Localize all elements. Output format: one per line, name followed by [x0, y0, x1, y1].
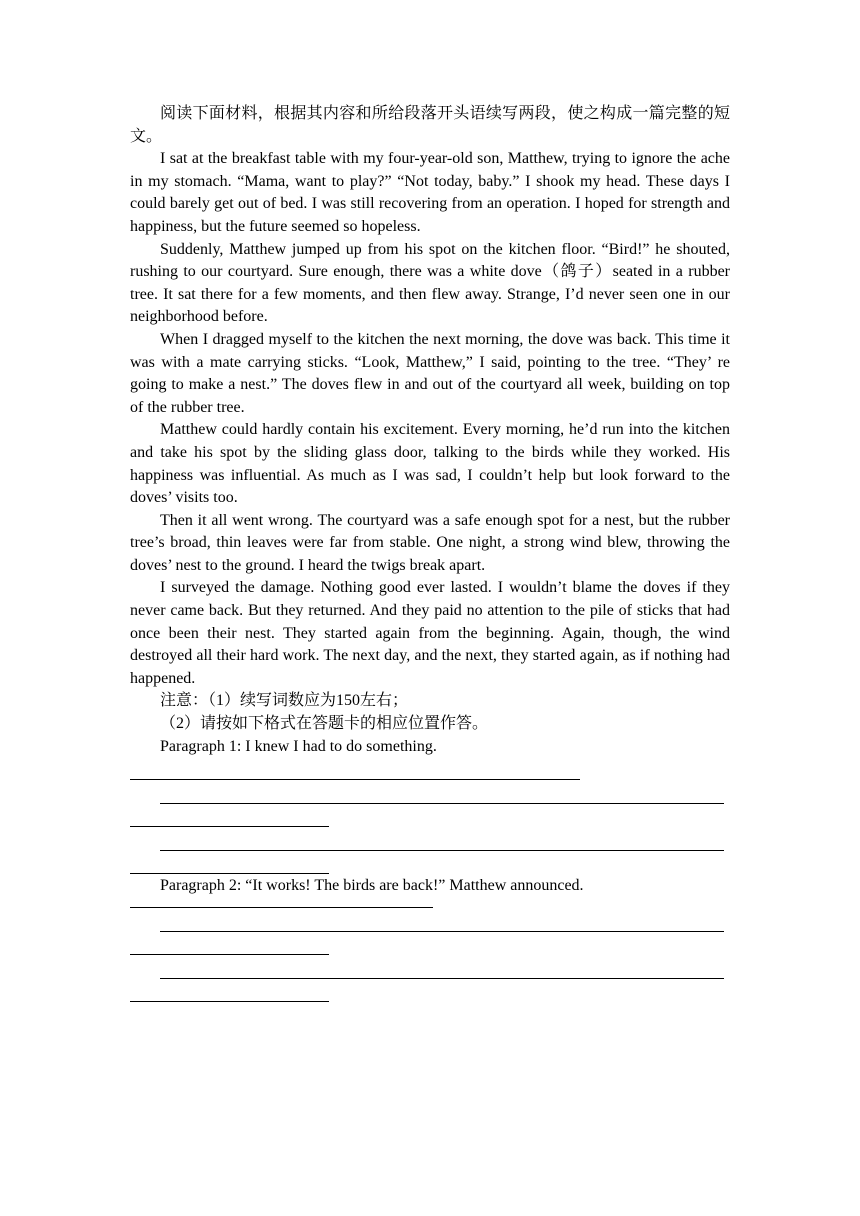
- note-word-count: 注意：（1）续写词数应为150左右；: [160, 692, 409, 710]
- answer-line[interactable]: [130, 851, 329, 874]
- story-paragraph-2: Suddenly, Matthew jumped up from his spot on the kitchen floor. “Bird!” he shouted, rushing to our courtyard. Sure enough, there was a white dove（鸽子）seated in a rubber tree. It sat there for a few moments, and then flew away. Strange, I’d never seen one in our neighborhood before.: [130, 240, 730, 326]
- story-paragraph-5: Then it all went wrong. The courtyard was a safe enough spot for a nest, but the rubber tree’s broad, thin leaves were far from stable. One night, a strong wind blew, throwing the doves’ nest to the ground. I heard the twigs break apart.: [130, 511, 730, 574]
- paragraph-2-answer-block: [130, 875, 730, 1002]
- answer-line[interactable]: [160, 957, 724, 979]
- instruction-text: 阅读下面材料，根据其内容和所给段落开头语续写两段，使之构成一篇完整的短文。: [130, 105, 730, 145]
- story-paragraph-4: Matthew could hardly contain his excitement. Every morning, he’d run into the kitchen and take his spot by the sliding glass door, talking to the birds while they worked. His happiness was influential. As much as I was sad, I couldn’t help but look forward to the doves’ visits too.: [130, 421, 730, 507]
- answer-line[interactable]: [160, 829, 724, 851]
- note-format: （2）请按如下格式在答题卡的相应位置作答。: [160, 715, 489, 733]
- story-paragraph-1: I sat at the breakfast table with my four-year-old son, Matthew, trying to ignore the ache in my stomach. “Mama, want to play?” “Not today, baby.” I shook my head. These days I could barely get out of bed. I was still recovering from an operation. I hoped for strength and happiness, but the future seemed so hopeless.: [130, 150, 730, 235]
- paragraph-2-lead: Paragraph 2: “It works! The birds are back!” Matthew announced.: [160, 877, 584, 895]
- story-paragraph-3: When I dragged myself to the kitchen the next morning, the dove was back. This time it was with a mate carrying sticks. “Look, Matthew,” I said, pointing to the tree. “They’ re going to make a nest.” The doves flew in and out of the courtyard all week, building on top of the rubber tree.: [130, 330, 730, 416]
- paragraph-1-answer-block: [130, 736, 730, 875]
- answer-line[interactable]: [130, 932, 329, 955]
- story-paragraph-6: I surveyed the damage. Nothing good ever lasted. I wouldn’t blame the doves if they never came back. But they returned. And they paid no attention to the pile of sticks that had once been their nest. They started again from the beginning. Again, though, the wind destroyed all their hard work. The next day, and the next, they started again, as if nothing had happened.: [130, 579, 730, 687]
- paragraph-1-lead: Paragraph 1: I knew I had to do something.: [160, 737, 437, 755]
- document-page: [130, 103, 730, 1002]
- answer-line[interactable]: [130, 758, 580, 780]
- answer-line[interactable]: [130, 898, 433, 908]
- answer-line[interactable]: [130, 804, 329, 827]
- answer-line[interactable]: [130, 979, 329, 1002]
- answer-line[interactable]: [160, 782, 724, 804]
- answer-line[interactable]: [160, 910, 724, 932]
